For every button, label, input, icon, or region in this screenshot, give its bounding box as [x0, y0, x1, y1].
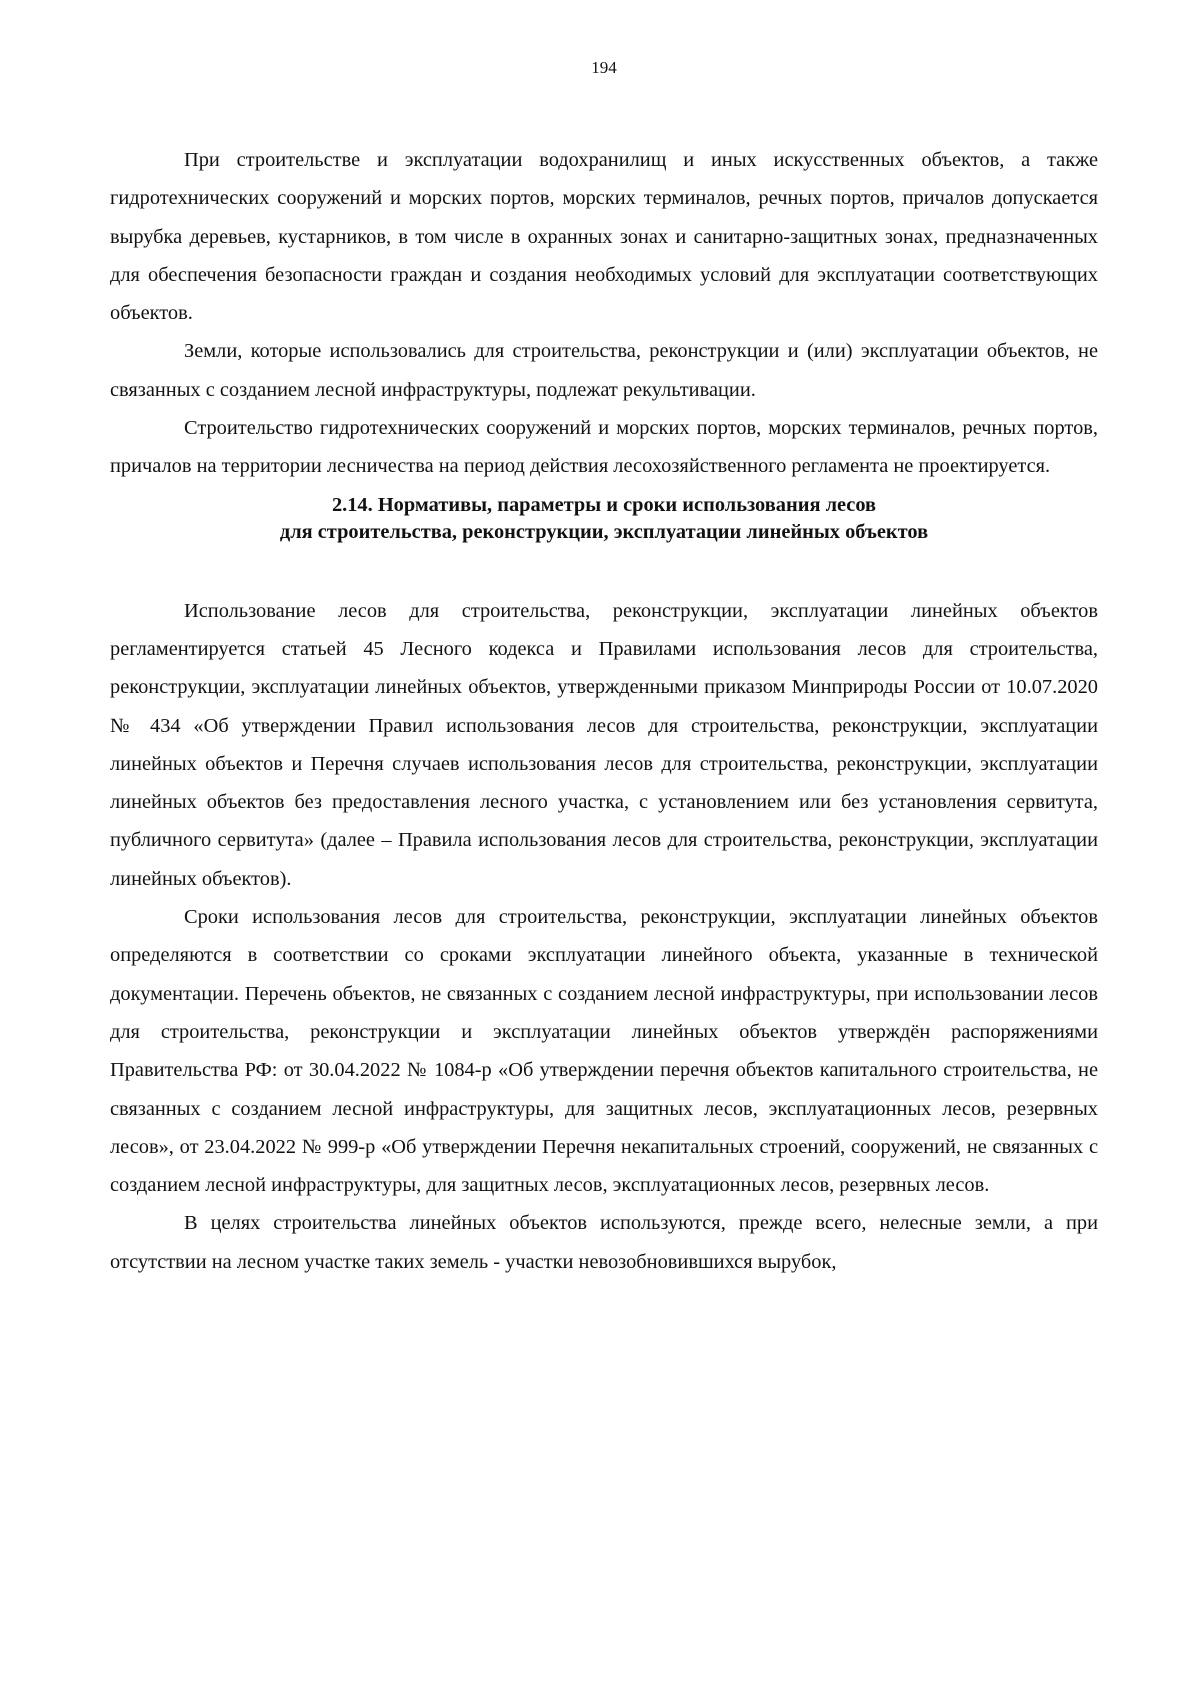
section-heading-line-1: 2.14. Нормативы, параметры и сроки использования лесов — [331, 493, 877, 516]
paragraph-land-reclamation: Земли, которые использовались для строительства, реконструкции и (или) эксплуатации объектов, не связанных с созданием лесной инфраструктуры, подлежат рекультивации. — [110, 340, 1098, 401]
paragraph-use-terms: Сроки использования лесов для строительства, реконструкции, эксплуатации линейных объектов определяются в соответствии со сроками эксплуатации линейного объекта, указанные в технической документации. Перечень объектов, не связанных с созданием лесной инфраструктуры, при использовании лесов для строительства, реконструкции и эксплуатации линейных объектов утверждён распоряжениями Правительства РФ: от 30.04.2022 № 1084-р «Об утверждении перечня объектов капитального строительства, не связанных с созданием лесной инфраструктуры, для защитных лесов, эксплуатационных лесов, резервных лесов», от 23.04.2022 № 999-р «Об утверждении Перечня некапитальных строений, сооружений, не связанных с созданием лесной инфраструктуры, для защитных лесов, эксплуатационных лесов, резервных лесов. — [110, 906, 1098, 1197]
section-heading — [110, 492, 1098, 546]
paragraph-reservoir-felling: При строительстве и эксплуатации водохранилищ и иных искусственных объектов, а также гидротехнических сооружений и морских портов, морских терминалов, речных портов, причалов допускается вырубка деревьев, кустарников, в том числе в охранных зонах и санитарно-защитных зонах, предназначенных для обеспечения безопасности граждан и создания необходимых условий для эксплуатации соответствующих объектов. — [110, 149, 1098, 325]
document-page — [110, 0, 1098, 1696]
paragraph-hydro-construction: Строительство гидротехнических сооружений и морских портов, морских терминалов, речных портов, причалов на территории лесничества на период действия лесохозяйственного регламента не проектируется. — [110, 417, 1098, 478]
paragraph-non-forest-lands: В целях строительства линейных объектов используются, прежде всего, нелесные земли, а при отсутствии на лесном участке таких земель - участки невозобновившихся вырубок, — [110, 1212, 1098, 1273]
paragraph-forest-use-regulation: Использование лесов для строительства, реконструкции, эксплуатации линейных объектов регламентируется статьей 45 Лесного кодекса и Правилами использования лесов для строительства, реконструкции, эксплуатации линейных объектов, утвержденными приказом Минприроды России от 10.07.2020 № 434 «Об утверждении Правил использования лесов для строительства, реконструкции, эксплуатации линейных объектов и Перечня случаев использования лесов для строительства, реконструкции, эксплуатации линейных объектов без предоставления лесного участка, с установлением или без установления сервитута, публичного сервитута» (далее – Правила использования лесов для строительства, реконструкции, эксплуатации линейных объектов). — [110, 599, 1098, 890]
section-heading-line-2: для строительства, реконструкции, эксплуатации линейных объектов — [279, 520, 929, 543]
document-body — [110, 141, 1098, 1281]
page-number: 194 — [591, 58, 617, 77]
